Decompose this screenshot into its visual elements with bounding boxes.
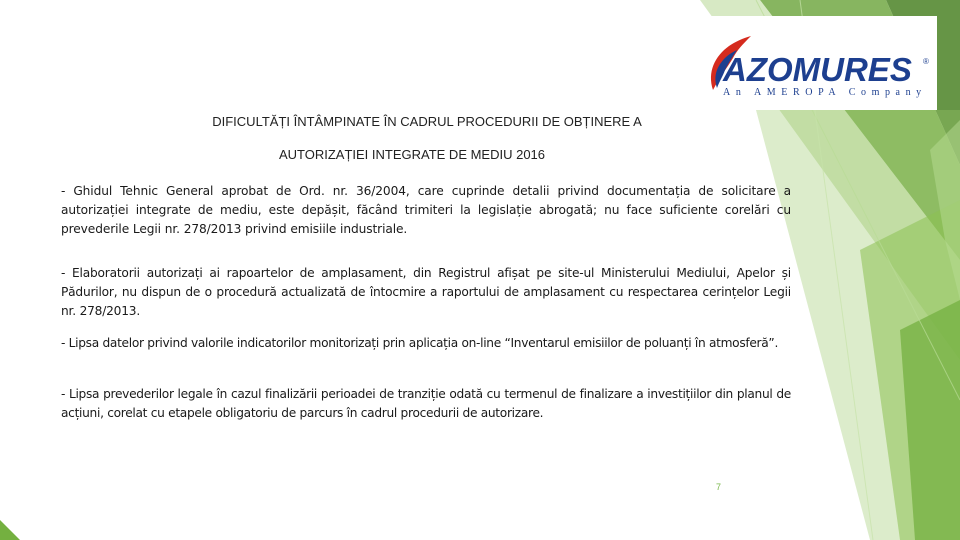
registered-mark: ® [923,57,929,66]
paragraph-elaboratori: - Elaboratorii autorizați ai rapoartelor de amplasament, din Registrul afișat pe site-ul Ministerului Mediului, Apelor și Pădurilor, nu dispun de o procedură actualizată de întocmire a raportului de amplasament cu respectarea cerințelor Legii nr. 278/2013. [61,266,791,318]
logo-wordmark: AZOMURES [723,51,912,88]
paragraph-lipsa-date: - Lipsa datelor privind valorile indicatorilor monitorizați prin aplicația on-line “Inventarul emisiilor de poluanți în atmosferă”. [61,336,779,350]
company-logo [695,16,937,110]
logo-tagline: An AMEROPA Company [723,87,927,98]
paragraph-lipsa-prevederi: - Lipsa prevederilor legale în cazul finalizării perioadei de tranziție odată cu termenul de finalizare a investițiilor din planul de acțiuni, corelat cu etapele obligatoriu de parcurs în cadrul procedurii de autorizare. [61,387,791,420]
slide-title-line-2: AUTORIZAȚIEI INTEGRATE DE MEDIU 2016 [278,147,546,162]
page-number: 7 [716,482,722,492]
slide-title-line-1: DIFICULTĂȚI ÎNTÂMPINATE ÎN CADRUL PROCEDURII DE OBȚINERE A [212,114,642,129]
paragraph-ghid-tehnic: - Ghidul Tehnic General aprobat de Ord. nr. 36/2004, care cuprinde detalii privind documentația de solicitare a autorizației integrate de mediu, este depășit, făcând trimiteri la legislație abrogată; nu face suficiente corelări cu prevederile Legii nr. 278/2013 privind emisiile industriale. [61,184,791,236]
